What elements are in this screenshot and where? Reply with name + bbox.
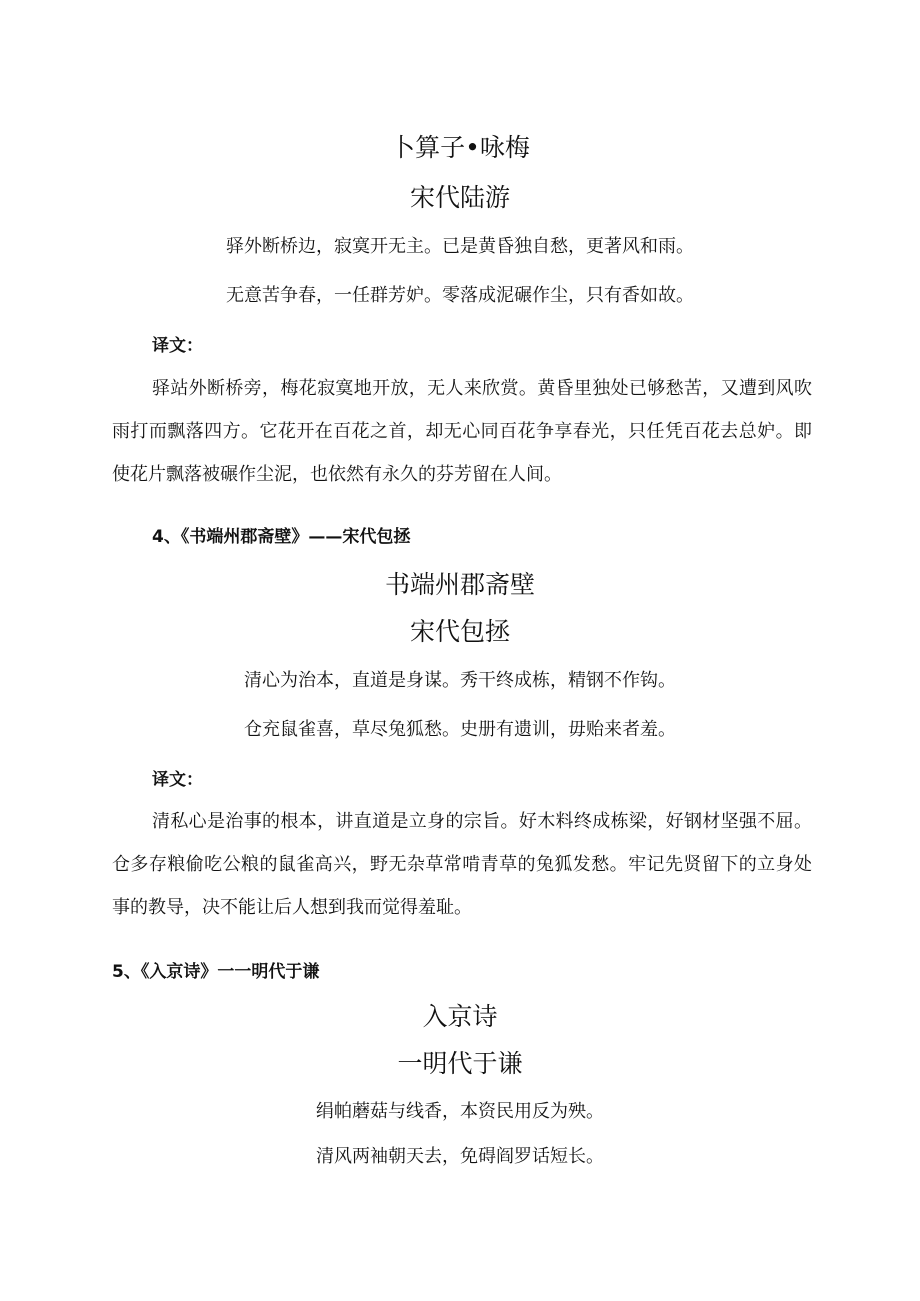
translation-label: 译文： <box>152 770 203 790</box>
poem-line: 清心为治本，直道是身谋。秀干终成栋，精钢不作钩。 <box>244 670 676 691</box>
poem-line: 清风两袖朝天去，免碍阎罗话短长。 <box>316 1146 604 1167</box>
poem-author: 宋代包拯 <box>409 617 510 646</box>
poem-title: 卜算子•咏梅 <box>390 133 530 162</box>
translation-paragraph: 清私心是治事的根本，讲直道是立身的宗旨。好木料终成栋梁，好钢材坚强不屈。仓多存粮偷吃公粮的鼠雀高兴，野无杂草常啃青草的兔狐发愁。牢记先贤留下的立身处事的教导，决不能让后人想到我而觉得羞耻。 <box>112 811 812 918</box>
poem-author: 宋代陆游 <box>409 183 510 212</box>
translation-label: 译文： <box>152 336 203 356</box>
poem-line: 仓充鼠雀喜，草尽兔狐愁。史册有遗训，毋贻来者羞。 <box>244 719 676 740</box>
section-heading: 5、《入京诗》一一明代于谦 <box>112 962 320 982</box>
translation-paragraph: 驿站外断桥旁，梅花寂寞地开放，无人来欣赏。黄昏里独处已够愁苦，又遭到风吹雨打而飘落四方。它花开在百花之首，却无心同百花争享春光，只任凭百花去总妒。即使花片飘落被碾作尘泥，也依然有永久的芬芳留在人间。 <box>112 378 812 485</box>
poem-title: 书端州郡斋壁 <box>384 570 535 599</box>
poem-author: 一明代于谦 <box>397 1049 523 1078</box>
poem-line: 无意苦争春，一任群芳妒。零落成泥碾作尘，只有香如故。 <box>226 285 694 306</box>
section-heading: 4、《书端州郡斋壁》——宋代包拯 <box>152 527 411 547</box>
poem-line: 驿外断桥边，寂寞开无主。已是黄昏独自愁，更著风和雨。 <box>226 236 694 257</box>
poem-line: 绢帕蘑菇与线香，本资民用反为殃。 <box>316 1101 604 1122</box>
poem-title: 入京诗 <box>422 1002 498 1031</box>
